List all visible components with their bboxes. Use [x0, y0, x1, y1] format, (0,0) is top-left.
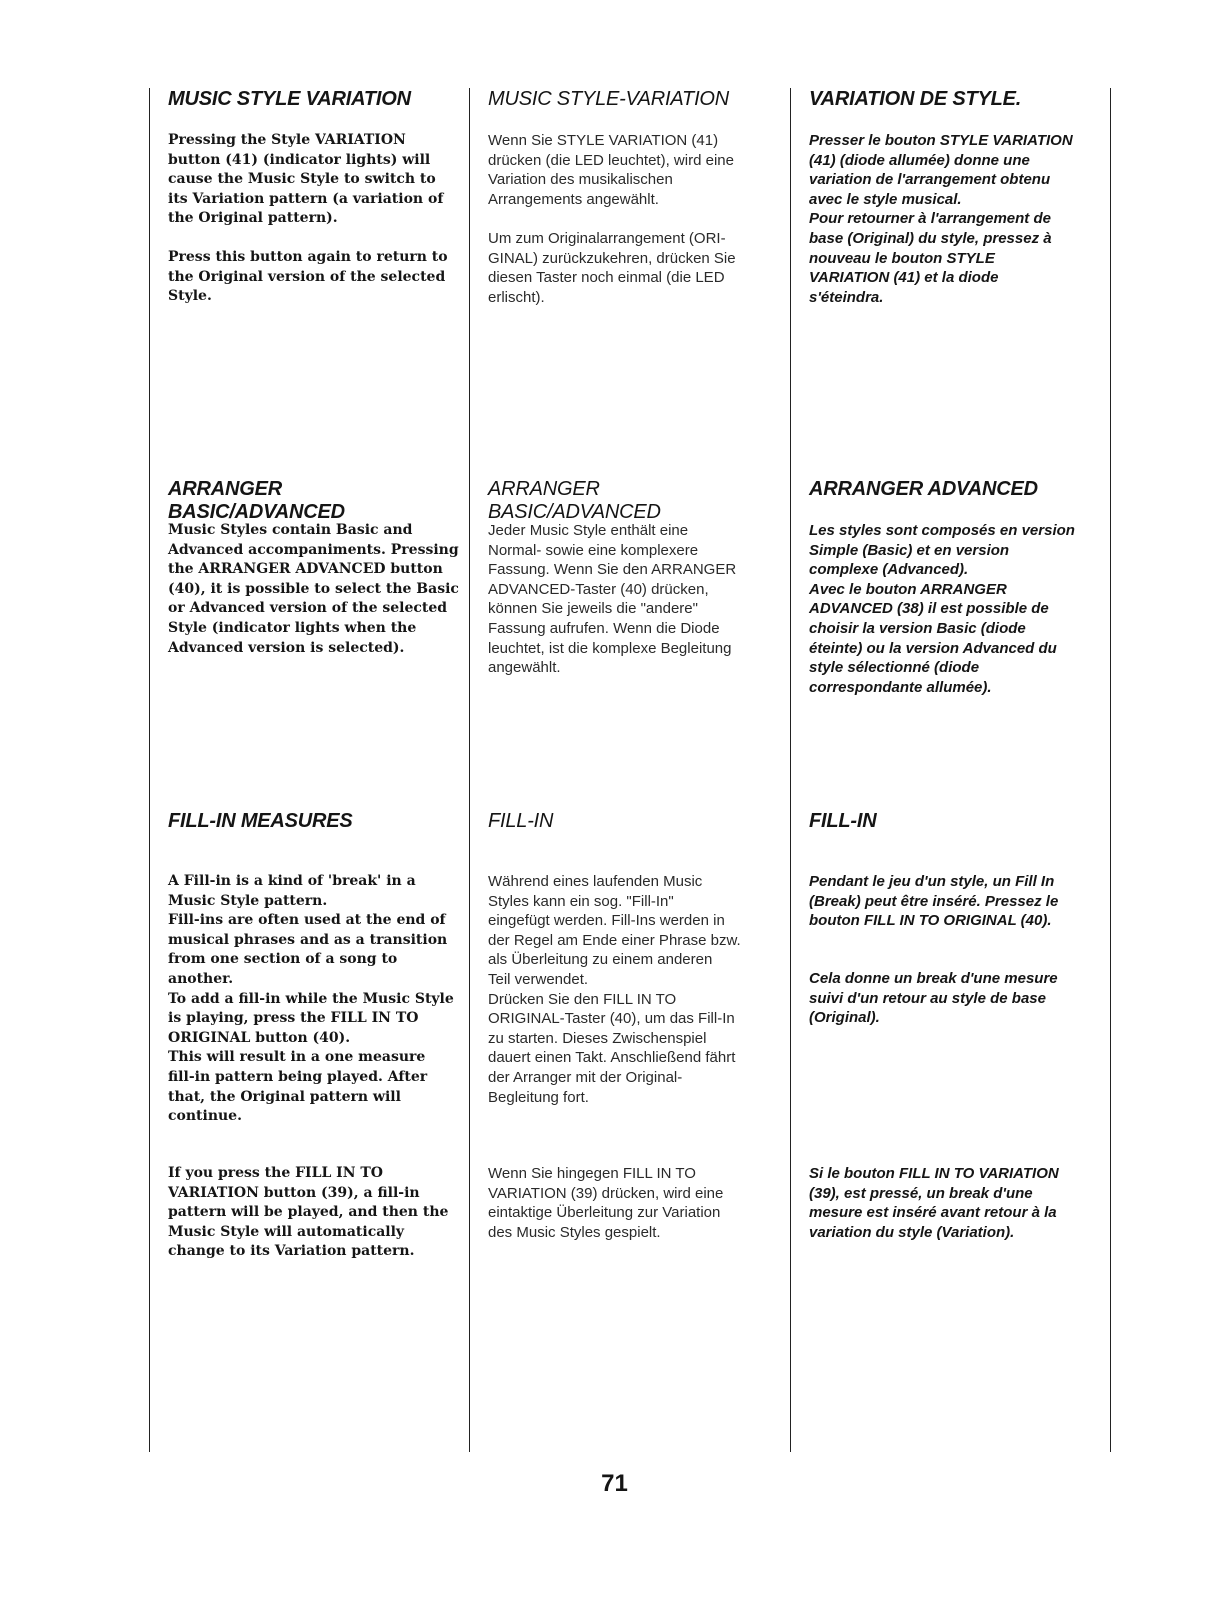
section-heading: ARRANGER ADVANCED — [809, 478, 1038, 500]
column-divider-2 — [469, 88, 470, 1452]
column-divider-4 — [1110, 88, 1111, 1452]
page-number: 71 — [601, 1470, 628, 1497]
paragraph: Pendant le jeu d'un style, un Fill In (Break) peut être inséré. Pressez le bouton FILL IN TO ORIGINAL (40). — [809, 873, 1059, 930]
paragraph: If you press the FILL IN TO VARIATION button (39), a fill-in pattern will be played, and then the Music Style will automatically change to its Variation pattern. — [168, 1165, 449, 1260]
section-heading: ARRANGER BASIC/ADVANCED — [168, 478, 345, 523]
paragraph: Um zum Originalarrangement (ORI- GINAL) zurückzukehren, drücken Sie diesen Taster noch einmal (die LED erlischt). — [488, 230, 736, 306]
section-heading: ARRANGER BASIC/ADVANCED — [488, 478, 661, 523]
paragraph: Jeder Music Style enthält eine Normal- sowie eine komplexere Fassung. Wenn Sie den ARRANGER ADVANCED-Taster (40) drücken, können Sie jeweils die "andere" Fassung aufrufen. Wenn die Diode leuchtet, ist die komplexe Begleitung angewählt. — [488, 522, 737, 677]
paragraph: Press this button again to return to the Original version of the selected Style. — [168, 249, 448, 305]
column-divider-3 — [790, 88, 791, 1452]
section-heading: MUSIC STYLE-VARIATION — [488, 88, 730, 110]
paragraph: Wenn Sie STYLE VARIATION (41) drücken (die LED leuchtet), wird eine Variation des musikalischen Arrangements angewählt. — [488, 132, 734, 208]
paragraph: Wenn Sie hingegen FILL IN TO VARIATION (39) drücken, wird eine eintaktige Überleitung zur Variation des Music Styles gespielt. — [488, 1165, 724, 1241]
paragraph: A Fill-in is a kind of 'break' in a Music Style pattern. Fill-ins are often used at the end of musical phrases and as a transition from one section of a song to another. To add a fill-in while the Music Style is playing, press the FILL IN TO ORIGINAL button (40). This will result in a one measure fill-in pattern being played. After that, the Original pattern will continue. — [168, 873, 454, 1125]
paragraph: Cela donne un break d'une mesure suivi d'un retour au style de base (Original). — [809, 970, 1058, 1027]
paragraph: Music Styles contain Basic and Advanced accompaniments. Pressing the ARRANGER ADVANCED button (40), it is possible to select the Basic or Advanced version of the selected Style (indicator lights when the Advanced version is selected). — [168, 522, 459, 656]
section-heading: FILL-IN — [488, 810, 554, 832]
section-heading: VARIATION DE STYLE. — [809, 88, 1022, 110]
column-divider-1 — [149, 88, 150, 1452]
paragraph: Presser le bouton STYLE VARIATION (41) (diode allumée) donne une variation de l'arrangement obtenu avec le style musical. Pour retourner à l'arrangement de base (Original) du style, pressez à nouveau le bouton STYLE VARIATION (41) et la diode s'éteindra. — [809, 132, 1073, 306]
paragraph: Si le bouton FILL IN TO VARIATION (39), est pressé, un break d'une mesure est inséré avant retour à la variation du style (Variation). — [809, 1165, 1059, 1241]
paragraph: Les styles sont composés en version Simple (Basic) et en version complexe (Advanced). Avec le bouton ARRANGER ADVANCED (38) il est possible de choisir la version Basic (diode éteinte) ou la version Advanced du style sélectionné (diode correspondante allumée). — [809, 522, 1075, 696]
paragraph: Während eines laufenden Music Styles kann ein sog. "Fill-In" eingefügt werden. Fill-Ins werden in der Regel am Ende einer Phrase bzw. als Überleitung zu einem anderen Teil verwendet. Drücken Sie den FILL IN TO ORIGINAL-Taster (40), um das Fill-In zu starten. Dieses Zwischenspiel dauert einen Takt. Anschließend fährt der Arranger mit der Original- Begleitung fort. — [488, 873, 741, 1106]
section-heading: FILL-IN — [809, 810, 877, 832]
section-heading: FILL-IN MEASURES — [168, 810, 353, 832]
paragraph: Pressing the Style VARIATION button (41) (indicator lights) will cause the Music Style to switch to its Variation pattern (a variation of the Original pattern). — [168, 132, 444, 227]
section-heading: MUSIC STYLE VARIATION — [168, 88, 411, 110]
